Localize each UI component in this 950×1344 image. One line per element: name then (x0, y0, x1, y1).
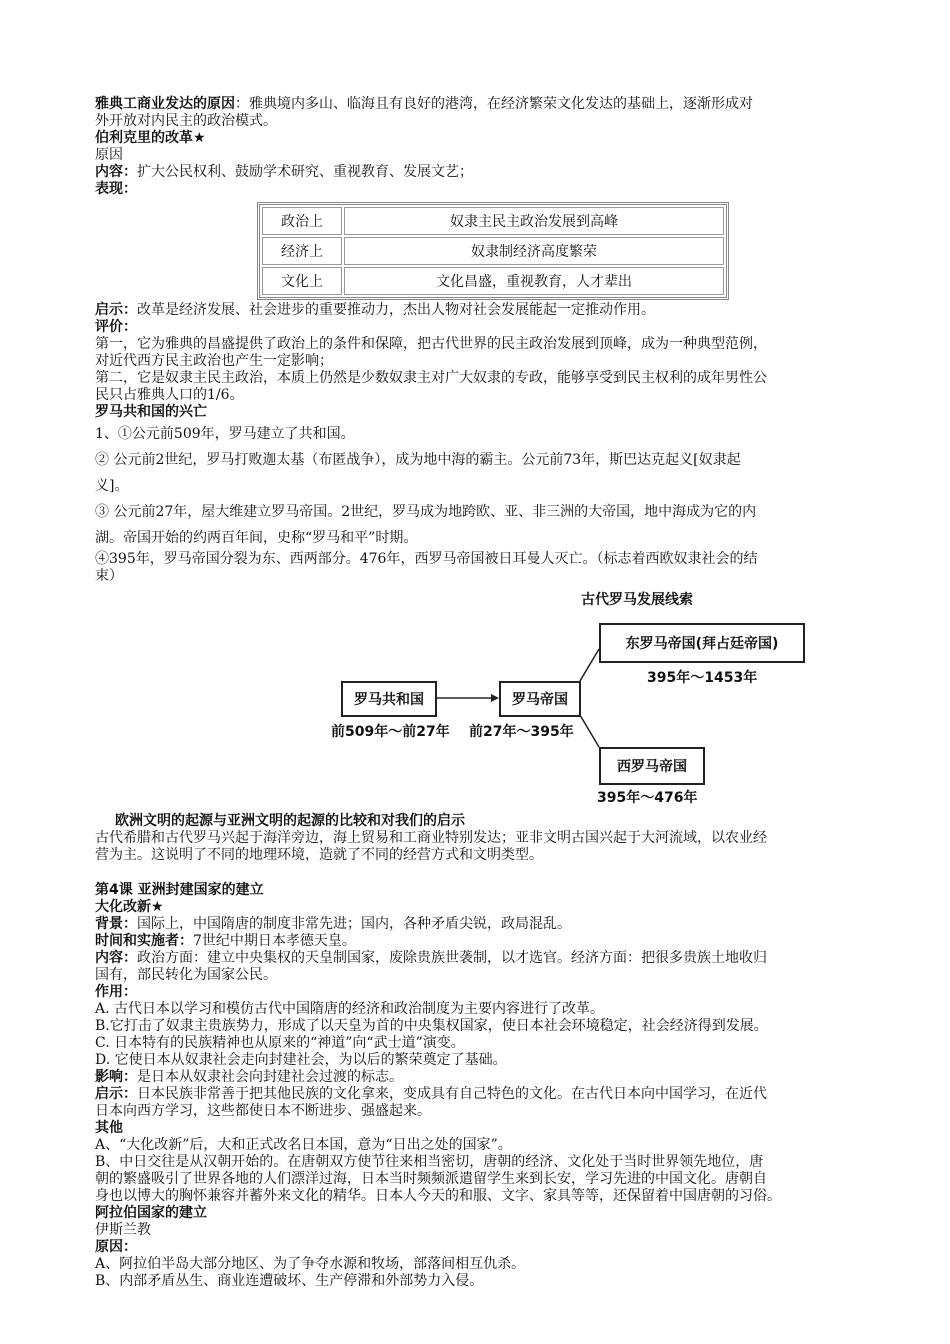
pericles-insight (95, 302, 895, 319)
rome-point-4-line2: 束） (95, 568, 123, 584)
evaluation-first-line2: 对近代西方民主政治也产生一定影响； (95, 353, 333, 369)
arab-reason-b: B、内部矛盾丛生、商业连遭破坏、生产停滞和外部势力入侵。 (95, 1273, 484, 1289)
taika-insight (95, 1086, 895, 1103)
taika-content-label: 内容： (95, 950, 137, 966)
table-cell-value: 奴隶制经济高度繁荣 (344, 237, 724, 265)
athens-text-line2: 外开放对内民主的政治模式。 (95, 113, 277, 129)
pericles-content (95, 164, 895, 181)
taika-insight-text: 日本民族非常善于把其他民族的文化拿来，变成具有自己特色的文化。在古代日本向中国学习，在近代 (137, 1086, 767, 1102)
table-cell-key: 文化上 (262, 267, 342, 295)
rome-point-1: 1、①公元前509年，罗马建立了共和国。 (95, 426, 355, 442)
athens-paragraph (95, 96, 895, 113)
other-b-line1: B、中日交往是从汉朝开始的。在唐朝双方使节往来相当密切，唐朝的经济、文化处于当时世界领先地位，唐 (95, 1154, 764, 1170)
who-text: 7世纪中期日本孝德天皇。 (193, 933, 356, 949)
arab-heading: 阿拉伯国家的建立 (95, 1205, 207, 1221)
pericles-reason: 原因 (95, 147, 123, 163)
table-row (262, 267, 724, 295)
republic-years-label: 前509年～前27年 (331, 724, 450, 740)
taika-background (95, 916, 895, 933)
pericles-heading: 伯利克里的改革★ (95, 130, 206, 146)
diagram-title: 古代罗马发展线索 (581, 592, 693, 608)
rome-point-2-line2: 义]。 (95, 478, 129, 494)
empire-years-label: 前27年～395年 (469, 724, 574, 740)
arab-reason-label: 原因： (95, 1239, 137, 1255)
impact-label: 影响： (95, 1069, 137, 1085)
other-a: A、“大化改新”后，大和正式改名日本国，意为“日出之处的国家”。 (95, 1137, 512, 1153)
rome-timeline-diagram (331, 589, 809, 805)
other-label: 其他 (95, 1120, 123, 1136)
effect-label: 作用： (95, 984, 137, 1000)
rome-point-3-line1: ③ 公元前27年，屋大维建立罗马帝国。2世纪，罗马成为地跨欧、亚、非三洲的大帝国，地中海成为它的内 (95, 504, 757, 520)
insight-text: 改革是经济发展、社会进步的重要推动力，杰出人物对社会发展能起一定推动作用。 (137, 302, 655, 318)
who-label: 时间和实施者： (95, 933, 193, 949)
compare-heading: 欧洲文明的起源与亚洲文明的起源的比较和对我们的启示 (115, 813, 465, 829)
islam-label: 伊斯兰教 (95, 1222, 151, 1238)
effect-d: D. 它使日本从奴隶社会走向封建社会，为以后的繁荣奠定了基础。 (95, 1052, 507, 1068)
table-row (262, 207, 724, 235)
rome-heading: 罗马共和国的兴亡 (95, 404, 207, 420)
arab-reason-a: A、阿拉伯半岛大部分地区、为了争夺水源和牧场，部落间相互仇杀。 (95, 1256, 526, 1272)
other-b-line3: 身也以博大的胸怀兼容并蓄外来文化的精华。日本人今天的和服、文字、家具等等，还保留着中国唐朝的习俗。 (95, 1188, 781, 1204)
taika-impact (95, 1069, 895, 1086)
background-label: 背景： (95, 916, 137, 932)
content-text: 扩大公民权利、鼓励学术研究、重视教育、发展文艺； (137, 164, 473, 180)
table-row (262, 237, 724, 265)
box-western-roman-empire: 西罗马帝国 (599, 747, 705, 785)
effect-a: A. 古代日本以学习和模仿古代中国隋唐的经济和政治制度为主要内容进行了改革。 (95, 1001, 605, 1017)
box-roman-republic: 罗马共和国 (341, 681, 437, 717)
evaluation-second-line1: 第二，它是奴隶主民主政治，本质上仍然是少数奴隶主对广大奴隶的专政，能够享受到民主权利的成年男性公 (95, 370, 767, 386)
box-roman-empire: 罗马帝国 (499, 681, 581, 717)
taika-insight-line2: 日本向西方学习，这些都使日本不断进步、强盛起来。 (95, 1103, 431, 1119)
evaluation-first-line1: 第一，它为雅典的昌盛提供了政治上的条件和保障，把古代世界的民主政治发展到顶峰，成为一种典型范例， (95, 336, 767, 352)
taika-content-text: 政治方面：建立中央集权的天皇制国家，废除贵族世袭制，以才选官。经济方面：把很多贵族土地收归 (137, 950, 767, 966)
taika-heading: 大化改新★ (95, 899, 164, 915)
performance-label: 表现： (95, 181, 137, 197)
effect-b: B.它打击了奴隶主贵族势力，形成了以天皇为首的中央集权国家，使日本社会环境稳定，社会经济得到发展。 (95, 1018, 768, 1034)
rome-point-2-line1: ② 公元前2世纪，罗马打败迦太基（布匿战争），成为地中海的霸主。公元前73年，斯巴达克起义[奴隶起 (95, 452, 741, 468)
compare-text-line2: 营为主。这说明了不同的地理环境，造就了不同的经营方式和文明类型。 (95, 847, 543, 863)
athens-heading: 雅典工商业发达的原因 (95, 96, 235, 112)
rome-point-3-line2: 湖。帝国开始的约两百年间，史称“罗马和平”时期。 (95, 530, 418, 546)
box-eastern-roman-empire: 东罗马帝国(拜占廷帝国) (599, 623, 805, 663)
other-b-line2: 朝的繁盛吸引了世界各地的人们漂洋过海，日本当时频频派遣留学生来到长安，学习先进的中国文化。唐朝自 (95, 1171, 767, 1187)
lesson4-heading: 第4课 亚洲封建国家的建立 (95, 882, 264, 898)
taika-content (95, 950, 895, 967)
content-label: 内容： (95, 164, 137, 180)
evaluation-second-line2: 民只占雅典人口的1/6。 (95, 387, 244, 403)
impact-text: 是日本从奴隶社会向封建社会过渡的标志。 (137, 1069, 403, 1085)
taika-who (95, 933, 895, 950)
athens-text: ：雅典境内多山、临海且有良好的港湾，在经济繁荣文化发达的基础上，逐渐形成对 (235, 96, 753, 112)
taika-content-line2: 国有，部民转化为国家公民。 (95, 967, 277, 983)
effect-c: C. 日本特有的民族精神也从原来的“神道”向“武士道”演变。 (95, 1035, 465, 1051)
east-years-label: 395年～1453年 (647, 670, 758, 686)
west-years-label: 395年～476年 (597, 790, 698, 806)
taika-insight-label: 启示： (95, 1086, 137, 1102)
table-cell-key: 经济上 (262, 237, 342, 265)
document-page (95, 96, 895, 1290)
evaluation-label: 评价： (95, 319, 137, 335)
rome-point-4-line1: ④395年，罗马帝国分裂为东、西两部分。476年，西罗马帝国被日耳曼人灭亡。（标志着西欧奴隶社会的结 (95, 551, 758, 567)
table-cell-key: 政治上 (262, 207, 342, 235)
compare-text-line1: 古代希腊和古代罗马兴起于海洋旁边，海上贸易和工商业特别发达；亚非文明古国兴起于大河流域，以农业经 (95, 830, 767, 846)
table-cell-value: 文化昌盛，重视教育，人才辈出 (344, 267, 724, 295)
performance-table (257, 202, 729, 300)
insight-label: 启示： (95, 302, 137, 318)
background-text: 国际上，中国隋唐的制度非常先进；国内，各种矛盾尖锐，政局混乱。 (137, 916, 571, 932)
table-cell-value: 奴隶主民主政治发展到高峰 (344, 207, 724, 235)
